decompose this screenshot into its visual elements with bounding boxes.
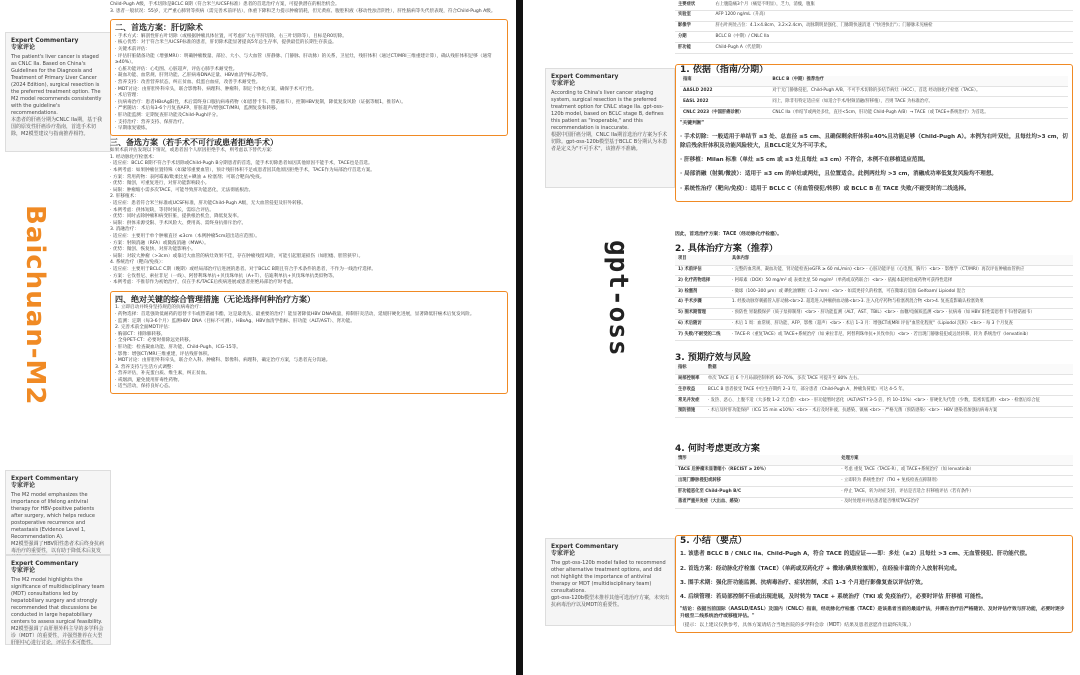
model-label-left: Baichuan-M2	[20, 205, 50, 406]
left-document	[110, 2, 508, 394]
summary-hint: （提示：以上建议仅供参考，具体方案请结合当地医院的多学科会诊（MDT）结果及患者意愿作出最终决策。）	[680, 622, 914, 628]
doc-line: · 局限：供体来源受限、手术风险大、费用高、需终身抗排斥治疗。	[110, 220, 247, 226]
doc-line: · 监测：定期（每3-6个月）监测HBV DNA（目标不可测）、HBsAg、HBV血清学指标、肝功能（ALT/AST）、肾功能。	[115, 318, 355, 324]
model-label-right: gpt-oss	[603, 240, 633, 357]
doc-line: 1. 立即启动并终身坚持规范的抗病毒治疗：	[115, 305, 204, 311]
th: 指南	[680, 76, 769, 86]
table-cell: 4) 手术步骤	[675, 297, 729, 308]
section-title: 5. 小结（要点）	[680, 536, 747, 546]
doc-line: · 肝功能：检查凝血功能、肝功能、Child-Pugh、ICG-15等。	[115, 344, 241, 350]
note-text: The patient's liver cancer is staged as CNLC IIa. Based on China's Guidelines for the Diagnosis and Treatment of Primary Liver Cancer (2024 Edition), surgical resection is the preferred treatment option. The M2 model recommends consistently with the guideline's recommendations. 本患者的肝癌分期为CNLC IIa期，基于我国的原发性肝癌诊疗指南，首选手术切除，M2模型建议与指南推荐相符。	[11, 54, 103, 137]
table-row	[675, 476, 1073, 487]
doc-line: · 局部消融（射频/微波）：适用于 ≤3 cm 的单灶或两灶，且位置适合。此例两灶均 >3 cm，消融成功率低复发风险均不理想。	[680, 171, 998, 178]
table-row	[680, 108, 1068, 119]
table-cell: 肝功能	[675, 43, 712, 54]
doc-line: · 肝移植：Milan 标准（单灶 ≤5 cm 或 ≤3 灶且每灶 ≤3 cm）不符合，本例不在移植适应范围。	[680, 157, 929, 164]
table-cell: 对于无门静脉侵犯、Child-Pugh A/B、不可手术切除的多结节病灶（HCC），首选 经动脉化疗栓塞（TACE）。	[769, 86, 1068, 97]
table-cell: 局部控制率	[675, 374, 705, 385]
doc-line: · 评估肝脏储备功能（增强MRI）：明确肿瘤数量、部位、大小、与大血管（肝静脉、门静脉、肝动脉）的关系，卫星灶，残肝体积（通过CT/MRI三维重建计算），确认残肝体积足够（通常 ≥40%）。	[115, 53, 492, 66]
doc-line: · 早期康复锻炼。	[115, 126, 151, 132]
key-title: "关键判断"	[680, 120, 705, 126]
case-table	[675, 0, 1073, 54]
section-title: 4. 何时考虑更改方案	[675, 444, 760, 454]
doc-line: · 方案：常用药物：表阿霉素/吡柔比星+碘油 ± 栓塞剂；可联合靶向/免疫。	[110, 174, 265, 180]
doc-line: · 本例考虑：供体短缺，等待时间长，需综合评估。	[110, 207, 214, 213]
doc-line: · 优势：微创，可重复进行，对肝功能影响较小。	[110, 181, 210, 187]
section-outcome	[675, 355, 1073, 418]
table-cell: 7) 失败/不耐受的二线	[675, 330, 729, 341]
table-cell: CNLC IIa（单结节或两处多灶，直径<5cm，肝功能 Child-Pugh A/B）→ TACE（或 TACE+系统治疗）为首选。	[769, 108, 1068, 119]
table-cell: 右上腹隐痛3个月（痛觉不明显），乏力，消瘦，腹胀	[712, 0, 1073, 10]
doc-line: · 严密随访：术后每3-6个月复查AFP、肝脏超声/增强CT/MRI，监测复发和转移。	[115, 106, 281, 112]
plan-table	[675, 255, 1073, 341]
note-text: The M2 model emphasizes the importance of lifelong antiviral therapy for HBV-positive patients after surgery, which helps reduce postoperative recurrence and metastasis (Evidence Level 1, Recommendation A). M2模型强调了HBV阳性患者术后终身抗病毒治疗的重要性，以有助于降低术后复发	[11, 492, 104, 554]
doc-line: · 局限：肿瘤缩小需多次TACE，可能导致肝功能恶化，无法彻底根治。	[110, 187, 254, 193]
doc-line: · 优势：微创、恢复快、对肝功能影响小。	[110, 247, 196, 253]
expert-note-r1	[545, 68, 675, 188]
left-panel	[0, 0, 515, 675]
doc-line: 2. 肝移植术：	[110, 194, 139, 200]
doc-line: · 适应症：主要用于单个肿瘤直径 ≤3cm（本例肿瘤5cm超出适应范围）。	[110, 234, 260, 239]
section-plan	[675, 246, 1073, 341]
table-row	[680, 86, 1068, 97]
doc-line: 3. 围手术期：强化肝功能监测、抗病毒治疗、症状控制，术后 1–3 个月进行影像复查以评估疗效。	[680, 579, 927, 586]
note-text: According to China's liver cancer staging system, surgical resection is the preferred treatment option for CNLC stage IIa. gpt-oss-120b model, based on BCLC stage B, defines this patient as "inoperable," and this recommendation is inaccurate. 根据中国肝癌分期，CNLC IIa期首选治疗方案为手术切除。gpt-oss-120b模型基于BCLC B分期认为本患者是定义为"不可手术"，该推荐不准确。	[551, 90, 668, 152]
table-cell: 分期	[675, 32, 712, 43]
table-cell: 6) 术后随访	[675, 319, 729, 330]
expert-note-2	[5, 470, 111, 555]
table-cell: 生存收益	[675, 385, 705, 396]
doc-line: · 凝血功能、血常规、肝肾功能、乙肝病毒DNA定量、HBV血清学标志物等。	[115, 73, 271, 79]
table-cell: CNLC 2023（中国肝癌诊断）	[680, 108, 769, 119]
table-row	[675, 497, 1073, 508]
doc-line: · 营养评估，补充蛋白质、维生素，纠正贫血。	[115, 371, 210, 377]
th: 数据	[705, 364, 1073, 374]
doc-line: 3. 患者一般状况：55岁，无严重心肺肾等疾病（需完善术前评估），体重下降和乏力提示肿瘤消耗，但无黄疸、腹腔积液（移动性浊音阴性），肝性脑病等失代偿表现，符合Child-Pugh A级。	[110, 8, 496, 14]
section-title: 3. 预期疗效与风险	[675, 353, 751, 363]
doc-line: 1. 该患者 BCLC B / CNLC IIa、Child-Pugh A，符合 TACE 的适应证——即：多灶（≥2）且每灶 >3 cm、无血管侵犯、肝功能代偿。	[680, 551, 1031, 558]
doc-line: · 适当活动，保持良好心态。	[115, 384, 174, 390]
doc-line: · 抗病毒治疗：患者HBsAg阳性，术后需终身口服抗病毒药物（如恩替卡韦、替诺福韦），控制HBV复制，降低复发风险（证据等级1，推荐A）。	[115, 99, 406, 105]
note-text: The gpt-oss-120b model failed to recommend other alternative treatment options, and did not highlight the importance of antiviral therapy or MDT (multidisciplinary team) consultations. gpt-oss-120b模型未推荐其他可选治疗方案，未突出抗病毒治疗以及MDT的重要性。	[551, 560, 669, 608]
table-cell: AASLD 2022	[680, 86, 769, 97]
note-title: Expert Commentary 专家评论	[551, 543, 619, 557]
table-row	[675, 276, 1073, 287]
doc-line: · 心脏功能评估：心电图、心脏超声，评估心肺手术耐受性。	[115, 66, 238, 72]
th: 处理方案	[838, 455, 1073, 465]
section-title: 1. 依据（指南/分期）	[680, 65, 769, 75]
note-text: The M2 model highlights the significance of multidisciplinary team (MDT) consultations led by hepatobiliary surgery and strongly recommended that discussions be conducted in large hepatobiliary centers to assess surgical feasibility. M2模型强调了由肝胆外科主导的多学科会诊（MDT）的重要性，并强烈推荐在大型肝胆中心进行讨论，评估手术可能性。	[11, 577, 105, 646]
doc-line: · 方案：仑伐替尼、索拉非尼（一线）、阿替利珠单抗+贝伐珠单抗（A+T）、信迪利单抗+贝伐珠单抗类似物等。	[110, 273, 338, 279]
doc-line: 2. 完善术前全面MDT评估：	[115, 325, 173, 331]
table-row	[675, 265, 1073, 276]
table-row	[675, 308, 1073, 319]
table-cell: · 立即转为 系统性治疗（TKI + 免疫检查点抑制剂）	[838, 476, 1073, 487]
table-cell: 2) 化疗药物选择	[675, 276, 729, 287]
table-row	[675, 32, 1073, 43]
highlight-section-2	[110, 291, 508, 394]
outcome-table	[675, 364, 1073, 418]
doc-line: · 局限：对较大肿瘤（>3cm）或靠近大血管的病灶效果不佳，存在肿瘤残留风险，可能引起胆道损伤（如胆瘘、胆管狭窄）。	[110, 253, 364, 259]
highlight-basis	[675, 64, 1073, 202]
table-row	[675, 465, 1073, 476]
doc-line: · 肝功能监测：定期复查肝功能及Child-Pugh评分。	[115, 112, 221, 118]
table-cell: 5) 围术期管理	[675, 308, 729, 319]
table-cell: 常见并发症	[675, 396, 705, 407]
table-cell: · 及时处理并评估患者能否继续TACE治疗	[838, 497, 1073, 508]
table-cell: · 停止 TACE，转为对症支持，评估是否适合 肝移植评估（若有条件）	[838, 487, 1073, 498]
table-cell: · TACE-R（重复TACE）或 TACE+系统治疗（如 索拉非尼、阿替利珠单抗+贝伐单抗）<br> · 若出现门静脉侵犯或远处转移，转为 系统治疗（lenvatinib）	[729, 330, 1073, 341]
table-cell: · 阿霉素（DOX）50 mg/m² 或 表柔比星 50 mg/m²（单药或双药联合）<br> · 依据本院经验或药物可获得性选择	[729, 276, 1073, 287]
doc-line: · 全身PET-CT：必要时排除远处转移。	[115, 338, 194, 344]
table-cell: · 术后 1 周：血常规、肝功能、AFP、影像（超声）<br> · 术后 1–3 月：增强CT或MRI 评估"血管化程度"（Lipiodol 沉积）<br> · 每 3 个月复查	[729, 319, 1073, 330]
table-cell: 出现门静脉侵犯或转移	[675, 476, 838, 487]
table-cell: · 术后及时肝功能保护（ICG 15 min ≤10%）<br> · 术后及时补液、抗感染、镇痛 <br> · 严格无菌（预防感染）<br> · HBV 感染者加强抗病毒方案	[705, 406, 1073, 417]
table-row	[675, 297, 1073, 308]
doc-line: 2. 首选方案：经动脉化疗栓塞（TACE）（单药或双药化疗 + 微球/碘质栓塞剂），在经验丰富的介入放射科完成。	[680, 565, 961, 572]
right-panel	[525, 0, 1080, 675]
table-row	[675, 330, 1073, 341]
table-cell: 单次 TACE 后 6 个月局部控制率约 60–70%，多次 TACE 可提升至 80% 左右。	[705, 374, 1073, 385]
table-row	[680, 97, 1068, 108]
table-cell: AFP 1200 ng/mL（升高）	[712, 10, 1073, 21]
table-cell: 1. 经股动脉穿刺插管入肝动脉<br>2. 超选进入肿瘤供血动脉<br>3. 注入化疗药物与栓塞剂混合物 <br>4. 复查造影确认栓塞效果	[729, 297, 1073, 308]
table-row	[675, 487, 1073, 498]
doc-line: 4. 后续管理：若局部控制不佳或出现进展，及时转为 TACE + 系统治疗（TKI 或 免疫治疗），必要时评估 肝移植 可能性。	[680, 593, 987, 600]
table-row	[675, 0, 1073, 10]
doc-line: · 适应症：患者符合米兰标准或UCSF标准，肝功能Child-Pugh A级，无大血管侵犯及肝外转移。	[110, 201, 306, 207]
table-cell: EASL 2022	[680, 97, 769, 108]
table-row	[675, 10, 1073, 21]
table-row	[675, 374, 1073, 385]
doc-line: 1. 经动脉化疗栓塞术：	[110, 154, 158, 160]
summary-quote: "结论：依据当前国际（AASLD/EASL）及国内（CNLC）指南，经动脉化疗栓塞（TACE）是该患者当前的最适疗法，并需在治疗后严格随访、及时评估疗效与肝功能，必要时逐步升级至二线系统治疗或移植评估。"	[680, 607, 1065, 619]
doc-line: · 胸部CT：排除肺转移。	[115, 331, 166, 337]
section-title: 三、备选方案（若手术不可行或患者拒绝手术）	[110, 137, 278, 147]
th: 指标	[675, 364, 705, 374]
table-row	[675, 319, 1073, 330]
doc-line: 3. 营养支持与生活方式调整：	[115, 364, 176, 370]
doc-line: · 适应症：主要用于BCLC C期（晚期）或经局部治疗后进展的患者。对于BCLC B期且符合手术条件的患者，不作为一线治疗选择。	[110, 266, 376, 272]
doc-line: · 术后管理：	[115, 93, 141, 99]
table-row	[675, 396, 1073, 407]
doc-line: · 关键术前评估：	[115, 46, 151, 52]
highlight-summary	[675, 535, 1073, 633]
highlight-section-1	[110, 19, 508, 136]
table-cell: 肝功能恶化至 Child-Pugh B/C	[675, 487, 838, 498]
table-cell: · 完整的血常规、凝血功能、肾功能检查(eGFR ≥ 60 mL/min) <br> · 心脏功能评估（心电图、胸片）<br> · 影像学（CT/MRI）再次评估肿瘤血管供应	[729, 265, 1073, 276]
doc-line: · 手术方式：解剖性肝右叶切除（或根据肿瘤具体位置，可考虑扩大右半肝切除，右三叶切除等），目标是R0切除。	[115, 33, 347, 39]
doc-line: · 手术切除：一般适用于单结节 ≤3 处、总直径 ≤5 cm、且确保剩余肝体积≥40%且功能足够（Child-Pugh A）。本例为右叶双灶，且每灶均>3 cm，切除后残余肝体积及功能风险较大，且BCLC定义为不可手术。	[680, 134, 1068, 149]
table-cell: Child-Pugh A（代偿期）	[712, 43, 1073, 54]
table-cell: 同上，除非有特定适应症（如适合手术/射频消融/肝移植），否则 TACE 为标准治疗。	[769, 97, 1068, 108]
note-title: Expert Commentary 专家评论	[11, 560, 79, 574]
guideline-table	[680, 76, 1068, 119]
doc-line: 如果术前评估发现以下情况，或患者因个人原因拒绝手术，则考虑以下替代方案：	[110, 148, 276, 154]
doc-line: · 药物选择：首选强效低耐药的恩替卡韦或替诺福韦酯，这是最优先、最重要的治疗！能显著降低HBV DNA载量，抑制肝炎活动，延缓肝硬化进展，显著降低肝癌术后复发风险。	[115, 311, 475, 317]
case-summary	[675, 0, 1073, 54]
table-row	[675, 287, 1073, 298]
conclusion-text: 因此，首选治疗方案：TACE（经动脉化疗栓塞）。	[675, 232, 782, 237]
doc-line: 4. 系统治疗（靶向/免疫）：	[110, 260, 166, 266]
doc-line: · 支持治疗：营养支持、保肝治疗。	[115, 119, 187, 125]
expert-note-r2	[545, 538, 675, 626]
doc-line: · 本例考虑：不推荐作为初始治疗，仅在手术/TACE后疾病进展或患者拒绝局部治疗时考虑。	[110, 280, 297, 286]
doc-line: · 核心优势：对于符合米兰/UCSF标准的患者，肝切除术能显著提高5年总生存率，提供最佳的长期生存获益。	[115, 40, 337, 46]
expert-note-1	[5, 32, 111, 152]
table-cell: · 微球（100–300 μm）或 碘化油颗粒（1–2 mm）<br> · 如需更持久的栓塞，可在微球后追加 Gelfoam/ Lipiodol 混合	[729, 287, 1073, 298]
section-title: 二、首选方案：肝切除术	[115, 23, 203, 33]
table-cell: 主要症状	[675, 0, 712, 10]
note-title: Expert Commentary 专家评论	[551, 73, 619, 87]
note-title: Expert Commentary 专家评论	[11, 475, 79, 489]
table-cell: TACE 后肿瘤未显著缩小（RECIST ≥ 20%）	[675, 465, 838, 476]
table-cell: BCLC B（中期）/ CNLC IIa	[712, 32, 1073, 43]
panel-divider	[516, 0, 523, 675]
th: BCLC B（中期）推荐治疗	[769, 76, 1068, 86]
note-title: Expert Commentary 专家评论	[11, 37, 79, 51]
section-title: 2. 具体治疗方案（推荐）	[675, 244, 778, 254]
doc-line: · 戒烟酒，避免使用肝毒性药物。	[115, 377, 183, 383]
doc-line: · 适应症：BCLC B期不符合手术切除或Child-Pugh B分期患者的首选，能手术切除患者如因其他原因不能手术，TACE也是首选。	[110, 161, 373, 167]
doc-line: · 影像：增强CT/MRI三维重建，评估残肝体积。	[115, 351, 213, 357]
change-table	[675, 455, 1073, 509]
table-cell: 实验室	[675, 10, 712, 21]
table-cell: · 预防性 胃黏膜保护（质子泵抑制剂）<br> · 肝功能监测（ALT、AST、TBIL）<br> · 血糖/电解质监测 <br> · 抗病毒（如 HBV 阳性需恩替卡韦/替诺福韦）	[729, 308, 1073, 319]
doc-line: · 营养支持：改善营养状态，纠正贫血、低蛋白血症，改善手术耐受性。	[115, 79, 261, 85]
table-cell: 预防措施	[675, 406, 705, 417]
doc-line: · 系统性治疗（靶向/免疫）：适用于 BCLC C（有血管侵犯/转移）或 BCLC B 在 TACE 失败/不耐受时的二线选择。	[680, 185, 970, 192]
th: 项目	[675, 255, 729, 265]
doc-line: · 本例考虑：如果肿瘤位置特殊（如紧邻重要血管），预计残肝体积不足或患者因其他原因拒绝手术，TACE作为局部治疗首选方案。	[110, 168, 375, 174]
doc-line: · 优势：同时去除肿瘤和病变肝脏，提供根治机会，降低复发率。	[110, 214, 242, 220]
table-row	[675, 385, 1073, 396]
table-cell: · 发热、恶心、上腹不适（大多数 1–2 天自愈）<br> · 肝功能暂时恶化（ALT/AST↑3–5 倍，约 10–15%）<br> · 肝硬化失代偿（少数，需密切监测）<br> · 栓塞后综合征	[705, 396, 1073, 407]
doc-line: · 方案：射频消融（RFA）或微波消融（MWA）。	[110, 240, 209, 246]
th: 具体内容	[729, 255, 1073, 265]
doc-line: · MDT讨论：由肝胆外科牵头，联合影像科、病理科、肿瘤科，制定个体化方案，确保手术可行性。	[115, 86, 317, 92]
table-row	[675, 21, 1073, 32]
table-cell: 患者严重并发症（大出血、感染）	[675, 497, 838, 508]
doc-line: Child-Pugh A级，手术切除是BCLC B期（符合米兰/UCSF标准）患者的首选治疗方案，可提供潜在的根治机会。	[110, 2, 340, 7]
table-cell: · 考虑 重复 TACE（TACE-R），或 TACE+系统治疗（如 lenvatinib）	[838, 465, 1073, 476]
table-cell: 3) 栓塞剂	[675, 287, 729, 298]
table-cell: BCLC B 患者接受 TACE 中位生存期约 2–3 年，部分患者（Child-Pugh A、肿瘤负荷低）可达 4–5 年。	[705, 385, 1073, 396]
table-cell: 1) 术前评估	[675, 265, 729, 276]
expert-note-3	[5, 555, 111, 645]
section-title: 四、绝对关键的综合管理措施（无论选择何种治疗方案）	[115, 294, 315, 304]
table-cell: 影像学	[675, 21, 712, 32]
conclusion-line	[675, 232, 1073, 239]
table-cell: 肝右叶两处占位：4.1×4.8cm、3.2×2.4cm，动脉期明显强化、门脉期快速消退（"快进快出"）；门静脉未见癌栓	[712, 21, 1073, 32]
doc-line: · MDT讨论：由肝胆外科牵头，联合介入科、肿瘤科、影像科、病理科，确定治疗方案，与患者充分沟通。	[115, 358, 331, 364]
doc-line: 3. 消融治疗：	[110, 227, 139, 233]
table-row	[675, 43, 1073, 54]
section-change	[675, 446, 1073, 509]
table-row	[675, 406, 1073, 417]
th: 情形	[675, 455, 838, 465]
